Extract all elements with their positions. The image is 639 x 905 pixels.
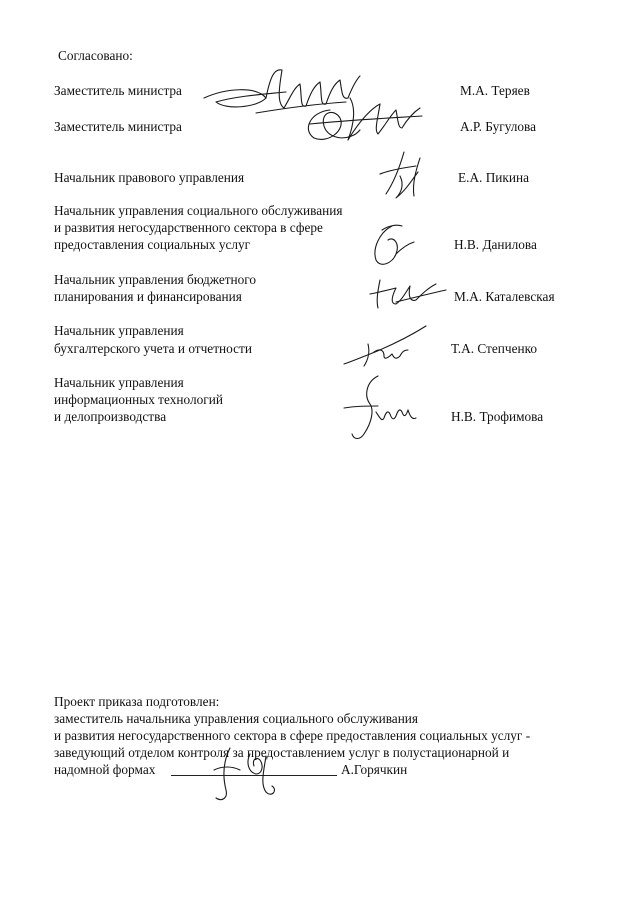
approver-title: и делопроизводства [54, 409, 167, 424]
approver-name: М.А. Теряев [460, 83, 530, 98]
approver-name: Н.В. Данилова [454, 237, 537, 252]
approver-name: Т.А. Степченко [451, 341, 538, 356]
approver-title: бухгалтерского учета и отчетности [54, 341, 252, 356]
approver-title: Заместитель министра [54, 119, 182, 134]
approver-title: Начальник управления социального обслуживания [54, 203, 343, 218]
preparer-name: А.Горячкин [341, 762, 408, 777]
approver-title: Начальник управления [54, 323, 184, 338]
approver-title: Заместитель министра [54, 83, 182, 98]
approver-name: Е.А. Пикина [458, 170, 530, 185]
preparer-title-line: надомной формах [54, 762, 156, 777]
preparer-title-line: заместитель начальника управления социального обслуживания [54, 711, 419, 726]
signature-mark [362, 218, 422, 270]
signature-mark [290, 90, 430, 154]
approver-title: и развития негосударственного сектора в сфере [54, 220, 323, 235]
approver-title: предоставления социальных услуг [54, 237, 251, 252]
approver-title: Начальник управления [54, 375, 184, 390]
signature-mark [340, 322, 432, 370]
approver-title: планирования и финансирования [54, 289, 242, 304]
preparer-title-line: заведующий отделом контроля за предоставлением услуг в полустационарной и [54, 745, 510, 760]
signature-mark [370, 148, 440, 204]
signature-mark [200, 740, 300, 810]
approver-title: Начальник правового управления [54, 170, 245, 185]
approver-name: Н.В. Трофимова [451, 409, 544, 424]
approved-heading: Согласовано: [58, 48, 133, 63]
approver-name: А.Р. Бугулова [460, 119, 537, 134]
signature-mark [336, 370, 422, 444]
prepared-heading: Проект приказа подготовлен: [54, 694, 220, 709]
approver-name: М.А. Каталевская [454, 289, 555, 304]
approver-title: информационных технологий [54, 392, 223, 407]
approver-title: Начальник управления бюджетного [54, 272, 257, 287]
signature-mark [366, 272, 450, 316]
preparer-title-line: и развития негосударственного сектора в сфере предоставления социальных услуг - [54, 728, 531, 743]
